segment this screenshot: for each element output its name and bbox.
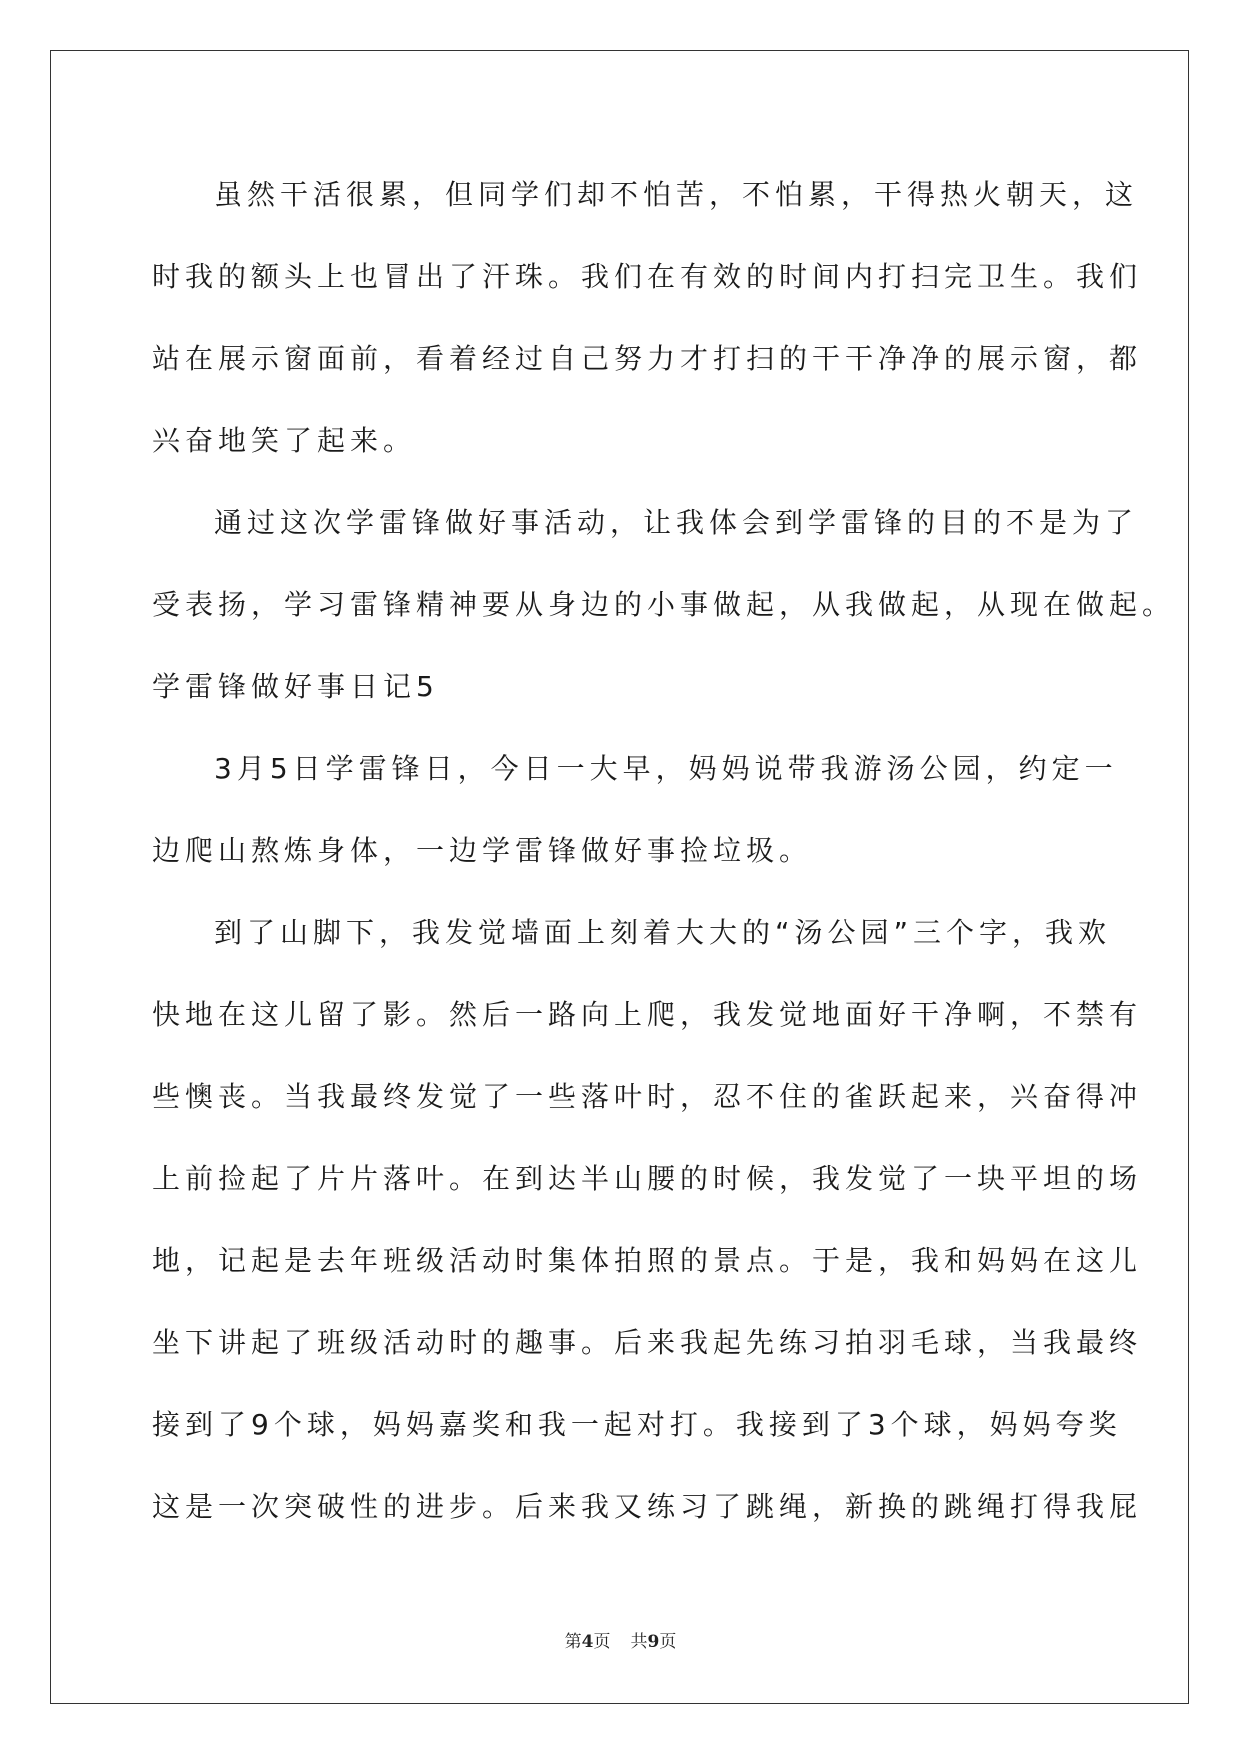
- paragraph-line: 边爬山熬炼身体，一边学雷锋做好事捡垃圾。: [152, 834, 813, 867]
- document-body: [152, 165, 1176, 1559]
- paragraph-line: 接到了9个球，妈妈嘉奖和我一起对打。我接到了3个球，妈妈夸奖: [152, 1408, 1122, 1441]
- paragraph-line: 3月5日学雷锋日，今日一大早，妈妈说带我游汤公园，约定一: [214, 752, 1118, 785]
- total-unit: 页: [659, 1632, 677, 1652]
- total-page-number: 9: [647, 1632, 660, 1652]
- paragraph-line: 时我的额头上也冒出了汗珠。我们在有效的时间内打扫完卫生。我们: [152, 260, 1143, 293]
- page-unit: 页: [593, 1632, 611, 1652]
- paragraph-line: 这是一次突破性的进步。后来我又练习了跳绳，新换的跳绳打得我屁: [152, 1490, 1143, 1523]
- paragraph-line: 站在展示窗面前，看着经过自己努力才打扫的干干净净的展示窗，都: [152, 342, 1143, 375]
- paragraph-line: 快地在这儿留了影。然后一路向上爬，我发觉地面好干净啊，不禁有: [152, 998, 1143, 1031]
- total-prefix: 共: [630, 1632, 648, 1652]
- paragraph-line: 上前捡起了片片落叶。在到达半山腰的时候，我发觉了一块平坦的场: [152, 1162, 1143, 1195]
- paragraph-line: 地，记起是去年班级活动时集体拍照的景点。于是，我和妈妈在这儿: [152, 1244, 1143, 1277]
- paragraph-line: 兴奋地笑了起来。: [152, 424, 417, 457]
- paragraph-line: 些懊丧。当我最终发觉了一些落叶时，忍不住的雀跃起来，兴奋得冲: [152, 1080, 1143, 1113]
- paragraph-line: 到了山脚下，我发觉墙面上刻着大大的“汤公园”三个字，我欢: [214, 916, 1112, 949]
- page-number-footer: [0, 1627, 1241, 1652]
- paragraph-line: 受表扬，学习雷锋精神要从身边的小事做起，从我做起，从现在做起。: [152, 588, 1176, 621]
- current-page-number: 4: [581, 1632, 594, 1652]
- paragraph-line: 坐下讲起了班级活动时的趣事。后来我起先练习拍羽毛球，当我最终: [152, 1326, 1143, 1359]
- paragraph-line: 虽然干活很累，但同学们却不怕苦，不怕累，干得热火朝天，这: [214, 178, 1139, 211]
- page-prefix: 第: [564, 1632, 582, 1652]
- section-heading: 学雷锋做好事日记5: [152, 670, 439, 703]
- paragraph-line: 通过这次学雷锋做好事活动，让我体会到学雷锋的目的不是为了: [214, 506, 1139, 539]
